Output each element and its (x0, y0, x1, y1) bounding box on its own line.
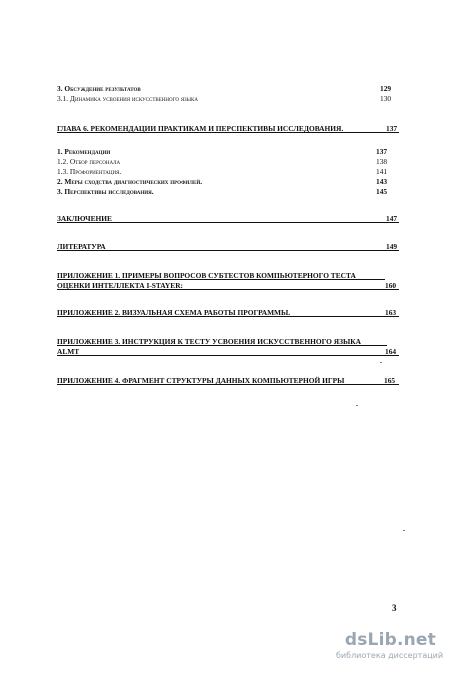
scan-speck (403, 530, 405, 531)
toc-entry-label-line2: ОЦЕНКИ ИНТЕЛЛЕКТА I-STAYER: (57, 281, 183, 290)
watermark-subtitle: библиотека диссертаций (336, 651, 444, 660)
toc-entry-label: 3. Перспективы исследования. (57, 187, 154, 196)
toc-entry-page: 149 (386, 242, 398, 251)
toc-entry-page: 147 (386, 214, 398, 223)
toc-entry-label-line1: ПРИЛОЖЕНИЕ 3. ИНСТРУКЦИЯ К ТЕСТУ УСВОЕНИЯ ИСКУССТВЕННОГО ЯЗЫКА (57, 337, 361, 346)
toc-entry-page: 137 (386, 124, 398, 133)
toc-entry-label: 3. Обсуждение результатов (57, 84, 141, 93)
underline-rule (57, 355, 399, 356)
toc-entry-label: ГЛАВА 6. РЕКОМЕНДАЦИИ ПРАКТИКАМ И ПЕРСПЕКТИВЫ ИССЛЕДОВАНИЯ. (57, 124, 344, 133)
underline-rule (57, 345, 387, 346)
toc-entry-label: 1. Рекомендации (57, 147, 111, 156)
toc-entry-page: 145 (376, 187, 388, 196)
toc-entry-label-line1: ПРИЛОЖЕНИЕ 1. ПРИМЕРЫ ВОПРОСОВ СУБТЕСТОВ КОМПЬЮТЕРНОГО ТЕСТА (57, 271, 356, 280)
watermark-logo (336, 630, 444, 660)
toc-entry-page: 137 (376, 147, 388, 156)
underline-rule (57, 279, 385, 280)
toc-entry-label: ПРИЛОЖЕНИЕ 2. ВИЗУАЛЬНАЯ СХЕМА РАБОТЫ ПРОГРАММЫ. (57, 308, 291, 317)
toc-entry-page: 165 (384, 376, 396, 385)
toc-entry-label: 3.1. Динамика усвоения искусственного языка (57, 94, 198, 103)
watermark-brand-tld: .net (396, 630, 436, 650)
toc-entry-page: 163 (385, 308, 397, 317)
page-number: 3 (392, 603, 397, 613)
toc-entry-page: 164 (385, 347, 397, 356)
underline-rule (57, 316, 399, 317)
toc-entry-page: 130 (380, 94, 392, 103)
toc-entry-page: 143 (376, 177, 388, 186)
toc-entry-label: 1.3. Профориентация. (57, 167, 122, 176)
toc-entry-label: ПРИЛОЖЕНИЕ 4. ФРАГМЕНТ СТРУКТУРЫ ДАННЫХ КОМПЬЮТЕРНОЙ ИГРЫ (57, 376, 345, 385)
toc-entry-label-line2: ALMT (57, 347, 80, 356)
underline-rule (57, 250, 399, 251)
underline-rule (57, 222, 399, 223)
toc-entry-page: 129 (380, 84, 392, 93)
toc-entry-label: 1.2. Отбор персонала (57, 157, 121, 166)
underline-rule (57, 384, 399, 385)
toc-entry-label: ЗАКЛЮЧЕНИЕ (57, 214, 112, 223)
scan-speck (380, 362, 382, 363)
underline-rule (57, 132, 399, 133)
watermark-brand (336, 630, 436, 650)
toc-entry-page: 160 (385, 281, 397, 290)
toc-entry-label: ЛИТЕРАТУРА (57, 242, 106, 251)
watermark-brand-name: dsLib (344, 630, 397, 650)
underline-rule (57, 289, 399, 290)
toc-entry-page: 138 (376, 157, 388, 166)
toc-entry-label: 2. Меры сходства диагностических профилей. (57, 177, 203, 186)
toc-entry-page: 141 (376, 167, 388, 176)
scan-speck (356, 405, 358, 406)
